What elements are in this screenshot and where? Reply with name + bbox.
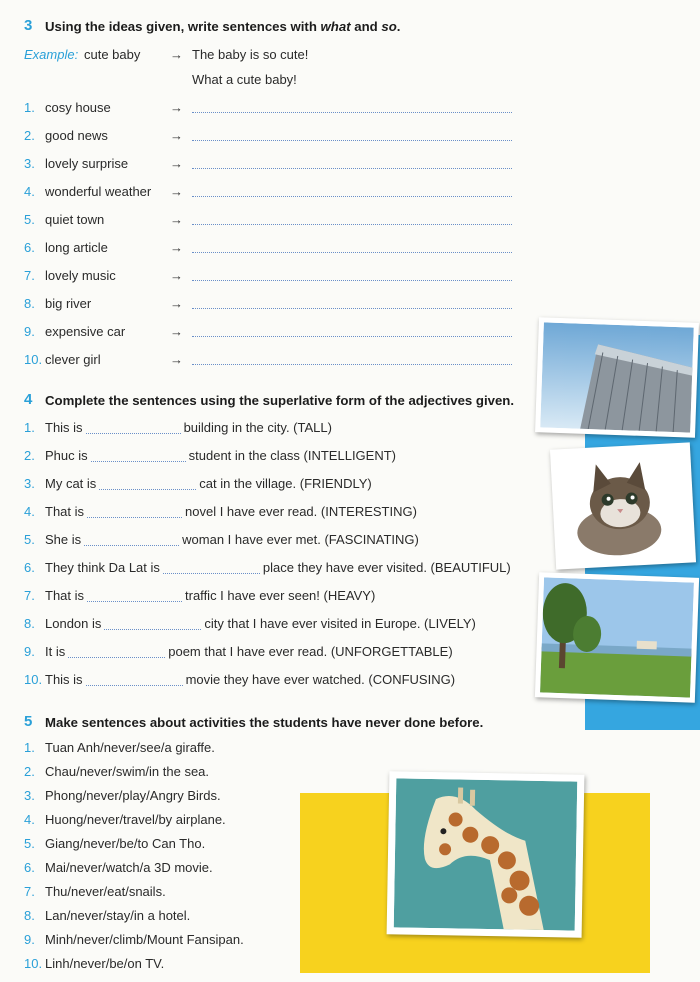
- arrow-icon: →: [170, 324, 183, 339]
- park-photo: [535, 572, 699, 703]
- arrow-icon: →: [170, 296, 183, 311]
- section-5-title: Make sentences about activities the students have never done before.: [45, 715, 484, 730]
- s4-after: place they have ever visited. (BEAUTIFUL): [262, 560, 511, 575]
- s5-item-number: 9.: [24, 932, 35, 947]
- s4-before: It is: [45, 644, 66, 659]
- arrow-icon: →: [170, 352, 183, 367]
- s4-item-number: 9.: [24, 644, 35, 659]
- s5-item-prompt: Lan/never/stay/in a hotel.: [45, 908, 191, 923]
- s3-item-prompt: cosy house: [45, 100, 111, 115]
- fill-in-blank[interactable]: [87, 589, 182, 602]
- answer-line[interactable]: [192, 364, 512, 365]
- s4-sentence: [45, 532, 419, 547]
- answer-line[interactable]: [192, 280, 512, 281]
- fill-in-blank[interactable]: [87, 505, 182, 518]
- arrow-icon: →: [170, 156, 183, 171]
- arrow-icon: →: [170, 212, 183, 227]
- s5-item-prompt: Huong/never/travel/by airplane.: [45, 812, 226, 827]
- s4-item-number: 5.: [24, 532, 35, 547]
- s4-item-number: 2.: [24, 448, 35, 463]
- fill-in-blank[interactable]: [86, 421, 181, 434]
- s3-item-number: 4.: [24, 184, 35, 199]
- answer-line[interactable]: [192, 112, 512, 113]
- s3-item-number: 3.: [24, 156, 35, 171]
- s5-item-number: 6.: [24, 860, 35, 875]
- fill-in-blank[interactable]: [84, 533, 179, 546]
- s4-item-number: 4.: [24, 504, 35, 519]
- kitten-photo: [550, 442, 696, 569]
- example-answer-1: The baby is so cute!: [192, 47, 309, 62]
- s4-before: This is: [45, 420, 83, 435]
- s4-item-number: 1.: [24, 420, 35, 435]
- s4-after: poem that I have ever read. (UNFORGETTABLE): [168, 644, 453, 659]
- s4-sentence: [45, 644, 453, 659]
- fill-in-blank[interactable]: [104, 617, 201, 630]
- s4-before: Phuc is: [45, 448, 88, 463]
- arrow-icon: →: [170, 184, 183, 199]
- s5-item-number: 4.: [24, 812, 35, 827]
- s4-after: woman I have ever met. (FASCINATING): [182, 532, 419, 547]
- s3-item-prompt: clever girl: [45, 352, 101, 367]
- s3-item-prompt: good news: [45, 128, 108, 143]
- s4-after: novel I have ever read. (INTERESTING): [185, 504, 417, 519]
- s4-before: My cat is: [45, 476, 97, 491]
- s5-item-prompt: Giang/never/be/to Can Tho.: [45, 836, 206, 851]
- s3-item-prompt: expensive car: [45, 324, 126, 339]
- answer-line[interactable]: [192, 168, 512, 169]
- s4-after: city that I have ever visited in Europe. (LIVELY): [204, 616, 476, 631]
- example-answer-2: What a cute baby!: [192, 72, 297, 87]
- s4-sentence: [45, 448, 396, 463]
- s4-item-number: 7.: [24, 588, 35, 603]
- arrow-icon: →: [170, 240, 183, 255]
- example-prompt: cute baby: [84, 47, 141, 62]
- s3-item-prompt: wonderful weather: [45, 184, 152, 199]
- answer-line[interactable]: [192, 224, 512, 225]
- section-4-title: Complete the sentences using the superlative form of the adjectives given.: [45, 393, 515, 408]
- arrow-icon: →: [170, 268, 183, 283]
- s5-item-prompt: Mai/never/watch/a 3D movie.: [45, 860, 213, 875]
- giraffe-photo: [387, 771, 585, 937]
- s5-item-prompt: Minh/never/climb/Mount Fansipan.: [45, 932, 244, 947]
- s4-before: She is: [45, 532, 82, 547]
- answer-line[interactable]: [192, 196, 512, 197]
- s3-item-number: 7.: [24, 268, 35, 283]
- s4-sentence: [45, 420, 332, 435]
- s5-item-number: 1.: [24, 740, 35, 755]
- section-3-title: Using the ideas given, write sentences with what and so.: [45, 19, 401, 34]
- s3-item-prompt: quiet town: [45, 212, 105, 227]
- answer-line[interactable]: [192, 252, 512, 253]
- s3-item-number: 2.: [24, 128, 35, 143]
- s3-item-prompt: lovely music: [45, 268, 116, 283]
- example-label: Example:: [24, 47, 79, 62]
- fill-in-blank[interactable]: [86, 673, 183, 686]
- s5-item-prompt: Chau/never/swim/in the sea.: [45, 764, 210, 779]
- s4-before: That is: [45, 504, 85, 519]
- example-arrow: →: [170, 47, 183, 62]
- fill-in-blank[interactable]: [68, 645, 165, 658]
- answer-line[interactable]: [192, 140, 512, 141]
- s4-sentence: [45, 504, 417, 519]
- s4-item-number: 3.: [24, 476, 35, 491]
- s5-item-prompt: Linh/never/be/on TV.: [45, 956, 165, 971]
- s3-item-number: 1.: [24, 100, 35, 115]
- s4-before: This is: [45, 672, 83, 687]
- s5-item-prompt: Phong/never/play/Angry Birds.: [45, 788, 221, 803]
- s4-sentence: [45, 616, 476, 631]
- s5-item-prompt: Tuan Anh/never/see/a giraffe.: [45, 740, 215, 755]
- s5-item-number: 2.: [24, 764, 35, 779]
- s5-item-number: 8.: [24, 908, 35, 923]
- s4-item-number: 10.: [24, 672, 43, 687]
- s4-before: London is: [45, 616, 102, 631]
- s5-item-number: 3.: [24, 788, 35, 803]
- s4-after: traffic I have ever seen! (HEAVY): [185, 588, 376, 603]
- arrow-icon: →: [170, 100, 183, 115]
- s4-item-number: 6.: [24, 560, 35, 575]
- s5-item-number: 5.: [24, 836, 35, 851]
- s4-before: They think Da Lat is: [45, 560, 160, 575]
- s3-item-number: 6.: [24, 240, 35, 255]
- s3-item-number: 8.: [24, 296, 35, 311]
- s3-item-prompt: lovely surprise: [45, 156, 129, 171]
- s4-item-number: 8.: [24, 616, 35, 631]
- s4-sentence: [45, 672, 455, 687]
- section-4-number: 4: [24, 391, 33, 408]
- s3-item-number: 10.: [24, 352, 43, 367]
- arrow-icon: →: [170, 128, 183, 143]
- s4-sentence: [45, 476, 372, 491]
- s3-item-prompt: big river: [45, 296, 92, 311]
- s4-before: That is: [45, 588, 85, 603]
- s4-after: cat in the village. (FRIENDLY): [199, 476, 372, 491]
- s3-item-number: 5.: [24, 212, 35, 227]
- s5-item-number: 10.: [24, 956, 43, 971]
- s4-after: building in the city. (TALL): [183, 420, 332, 435]
- s4-after: student in the class (INTELLIGENT): [188, 448, 396, 463]
- s3-item-prompt: long article: [45, 240, 108, 255]
- s5-item-number: 7.: [24, 884, 35, 899]
- section-3-number: 3: [24, 17, 33, 34]
- s3-item-number: 9.: [24, 324, 35, 339]
- fill-in-blank[interactable]: [163, 561, 260, 574]
- s4-sentence: [45, 588, 375, 603]
- s4-sentence: [45, 560, 511, 575]
- section-5-number: 5: [24, 713, 33, 730]
- fill-in-blank[interactable]: [91, 449, 186, 462]
- answer-line[interactable]: [192, 336, 512, 337]
- skyscraper-photo: [535, 317, 699, 438]
- s5-item-prompt: Thu/never/eat/snails.: [45, 884, 166, 899]
- s4-after: movie they have ever watched. (CONFUSING): [185, 672, 456, 687]
- fill-in-blank[interactable]: [99, 477, 196, 490]
- answer-line[interactable]: [192, 308, 512, 309]
